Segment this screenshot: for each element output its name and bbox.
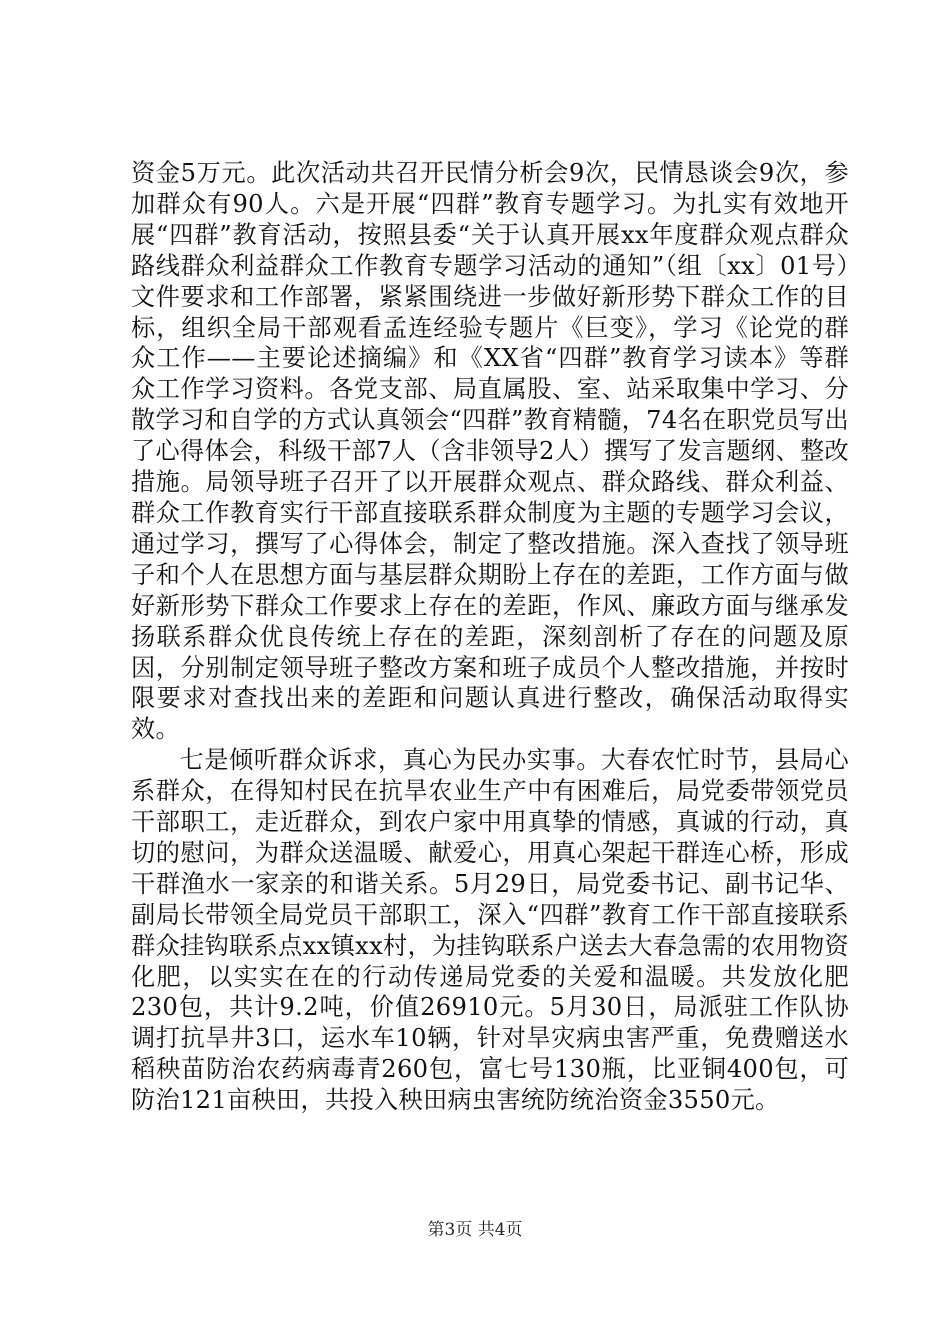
paragraph-1: 资金5万元。此次活动共召开民情分析会9次，民情恳谈会9次，参加群众有90人。六是开展“四群”教育专题学习。为扎实有效地开展“四群”教育活动，按照县委“关于认真开展xx年度群众观点群众路线群众利益群众工作教育专题学习活动的通知”（组〔xx〕01号）文件要求和工作部署，紧紧围绕进一步做好新形势下群众工作的目标，组织全局干部观看孟连经验专题片《巨变》，学习《论党的群众工作——主要论述摘编》和《XX省“四群”教育学习读本》等群众工作学习资料。各党支部、局直属股、室、站采取集中学习、分散学习和自学的方式认真领会“四群”教育精髓，74名在职党员写出了心得体会，科级干部7人（含非领导2人）撰写了发言题纲、整改措施。局领导班子召开了以开展群众观点、群众路线、群众利益、群众工作教育实行干部直接联系群众制度为主题的专题学习会议，通过学习，撰写了心得体会，制定了整改措施。深入查找了领导班子和个人在思想方面与基层群众期盼上存在的差距，工作方面与做好新形势下群众工作要求上存在的差距，作风、廉政方面与继承发扬联系群众优良传统上存在的差距，深刻剖析了存在的问题及原因，分别制定领导班子整改方案和班子成员个人整改措施，并按时限要求对查找出来的差距和问题认真进行整改，确保活动取得实效。 xyxy=(131,159,849,744)
page-number-footer: 第3页 共4页 xyxy=(427,1220,523,1240)
document-body xyxy=(131,158,849,1116)
paragraph-2: 七是倾听群众诉求，真心为民办实事。大春农忙时节，县局心系群众，在得知村民在抗旱农业生产中有困难后，局党委带领党员干部职工，走近群众，到农户家中用真挚的情感，真诚的行动，真切的慰问，为群众送温暖、献爱心，用真心架起干群连心桥，形成干群渔水一家亲的和谐关系。5月29日，局党委书记、副书记华、副局长带领全局党员干部职工，深入“四群”教育工作干部直接联系群众挂钩联系点xx镇xx村，为挂钩联系户送去大春急需的农用物资化肥，以实实在在的行动传递局党委的关爱和温暖。共发放化肥230包，共计9.2吨，价值26910元。5月30日，局派驻工作队协调打抗旱井3口，运水车10辆，针对旱灾病虫害严重，免费赠送水稻秧苗防治农药病毒青260包，富七号130瓶，比亚铜400包，可防治121亩秧田，共投入秧田病虫害统防统治资金3550元。 xyxy=(131,746,849,1115)
